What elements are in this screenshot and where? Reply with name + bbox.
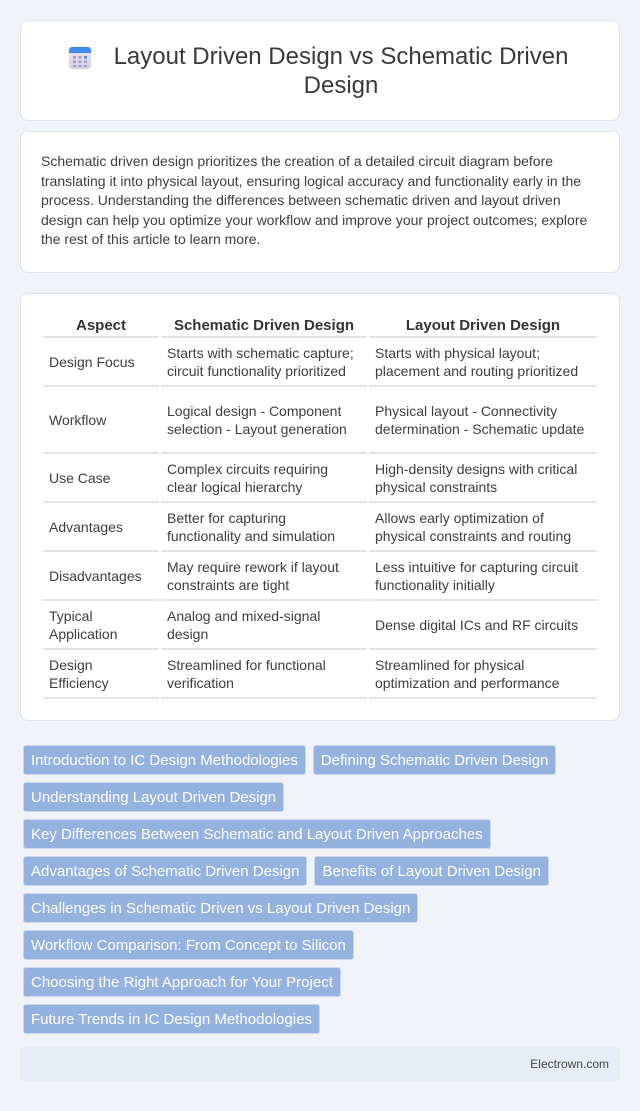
comparison-table [41,314,599,699]
column-header-schematic: Schematic Driven Design [161,314,367,338]
schematic-cell: Complex circuits requiring clear logical hierarchy [161,454,367,503]
aspect-cell: Design Efficiency [43,650,159,699]
tag-choosing-approach[interactable]: Choosing the Right Approach for Your Project [23,967,341,997]
tag-key-differences[interactable]: Key Differences Between Schematic and Layout Driven Approaches [23,819,491,849]
schematic-cell: Analog and mixed-signal design [161,601,367,650]
schematic-cell: Better for capturing functionality and simulation [161,503,367,552]
schematic-cell: Streamlined for functional verification [161,650,367,699]
layout-cell: Physical layout - Connectivity determination - Schematic update [369,387,597,454]
footer [20,1047,620,1081]
comparison-table-card [20,293,620,721]
topic-tags [20,741,620,1034]
tag-future-trends[interactable]: Future Trends in IC Design Methodologies [23,1004,320,1034]
layout-cell: Streamlined for physical optimization and performance [369,650,597,699]
intro-paragraph: Schematic driven design prioritizes the creation of a detailed circuit diagram before translating it into physical layout, ensuring logical accuracy and functionality early in the process. Understanding the differences between schematic driven and layout driven design can help you optimize your workflow and improve your project outcomes; explore the rest of this article to learn more. [41,153,588,247]
schematic-cell: Starts with schematic capture; circuit functionality prioritized [161,338,367,387]
aspect-cell: Workflow [43,387,159,454]
tag-defining-schematic-driven[interactable]: Defining Schematic Driven Design [313,745,557,775]
layout-cell: Allows early optimization of physical constraints and routing [369,503,597,552]
table-row [43,338,597,387]
aspect-cell: Typical Application [43,601,159,650]
layout-cell: Starts with physical layout; placement and routing prioritized [369,338,597,387]
table-row [43,454,597,503]
schematic-cell: Logical design - Component selection - Layout generation [161,387,367,454]
page-title: Layout Driven Design vs Schematic Driven Design [113,42,569,99]
aspect-cell: Disadvantages [43,552,159,601]
aspect-cell: Design Focus [43,338,159,387]
tag-advantages-schematic-driven[interactable]: Advantages of Schematic Driven Design [23,856,307,886]
tag-workflow-comparison[interactable]: Workflow Comparison: From Concept to Silicon [23,930,354,960]
calendar-icon [69,46,91,70]
layout-cell: Dense digital ICs and RF circuits [369,601,597,650]
layout-cell: High-density designs with critical physical constraints [369,454,597,503]
column-header-layout: Layout Driven Design [369,314,597,338]
layout-cell: Less intuitive for capturing circuit functionality initially [369,552,597,601]
footer-brand: Electrown.com [530,1057,609,1071]
table-row [43,601,597,650]
aspect-cell: Use Case [43,454,159,503]
aspect-cell: Advantages [43,503,159,552]
intro-card [20,131,620,273]
table-row [43,552,597,601]
column-header-aspect: Aspect [43,314,159,338]
tag-introduction-ic-design[interactable]: Introduction to IC Design Methodologies [23,745,306,775]
title-card [20,20,620,121]
table-row [43,387,597,454]
schematic-cell: May require rework if layout constraints are tight [161,552,367,601]
tag-benefits-layout-driven[interactable]: Benefits of Layout Driven Design [314,856,548,886]
title-wrap [69,42,571,100]
table-row [43,503,597,552]
table-header-row [43,314,597,338]
tag-challenges[interactable]: Challenges in Schematic Driven vs Layout Driven Design [23,893,418,923]
table-row [43,650,597,699]
tag-understanding-layout-driven[interactable]: Understanding Layout Driven Design [23,782,284,812]
